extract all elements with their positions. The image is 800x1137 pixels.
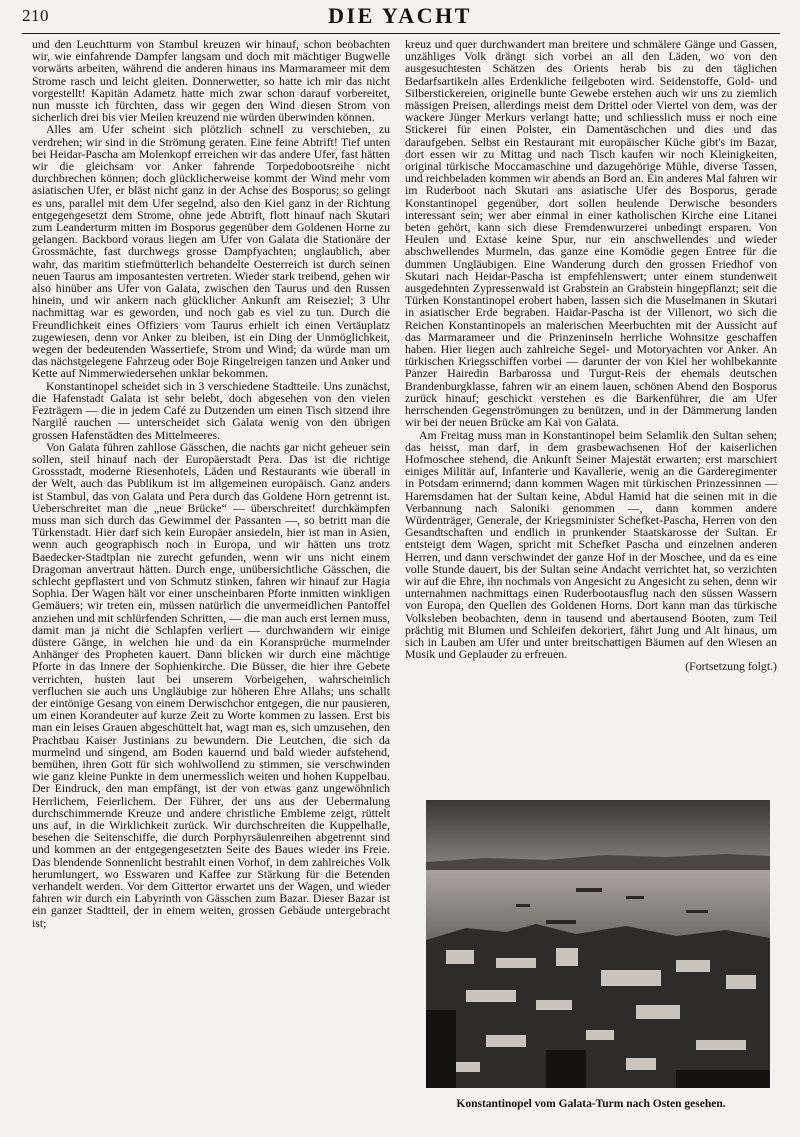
article-right-column bbox=[405, 38, 777, 778]
continuation-note: (Fortsetzung folgt.) bbox=[685, 659, 777, 674]
figure-caption: Konstantinopel vom Galata-Turm nach Osten gesehen. bbox=[456, 1098, 726, 1110]
paragraph: Konstantinopel scheidet sich in 3 verschiedene Stadtteile. Uns zunächst, die Hafenstadt Galata ist sehr belebt, doch abgesehen von den vielen Fezträgern — die in jedem Café zu Dutzenden um einen Tisch sitzend ihre Nargilé rauchen — unterscheidet sich Galata wenig von den übrigen grossen Hafenstädten des Mittelmeeres. bbox=[32, 378, 390, 442]
page-number: 210 bbox=[22, 6, 49, 25]
photograph-constantinople bbox=[426, 800, 770, 1088]
header-rule bbox=[22, 33, 780, 34]
article-left-column bbox=[32, 38, 390, 1128]
paragraph: Alles am Ufer scheint sich plötzlich schnell zu verschieben, zu verdrehen; wir sind in die Strömung geraten. Eine feine Abtrift! Tief unten bei Heidar-Pascha am Molenkopf erreichen wir das andere Ufer, fast hätten wir die gleichsam vor Anker fahrende Torpedobootsreihe nicht durchbrechen können; doch glücklicherweise kommt der Wind mehr vom asiatischen Ufer, er bläst nicht ganz in der Achse des Bosporus; so gelingt es uns, parallel mit dem Ufer segelnd, also den Kiel ganz in der Richtung entgegengesetzt dem Strome, ohne jede Abtrift, flott hinauf nach Skutari zum Leanderturm mitten im Bosporus gegenüber dem Goldenen Horne zu gelangen. Backbord voraus liegen am Ufer von Galata die Stationäre der Grossmächte, fast durchwegs grosse Dampfyachten; unglaublich, aber wahr, das maritim stiefmütterlich behandelte Oesterreich ist durch seinen neuen Taurus am imposantesten vertreten. Wieder stark treibend, gehen wir also hinüber ans Ufer von Galata, zwischen den Taurus und den Russen hinein, und wir ankern nach glücklicher Ankunft am Reiseziel; 3 Uhr nachmittag war es geworden, und noch gab es viel zu tun. Durch die Freundlichkeit eines Offiziers vom Taurus erhielt ich einen Vertäuplatz zugewiesen, denn vor Anker zu bleiben, ist ein Ding der Unmöglichkeit, wegen der bedeutenden Wassertiefe, Strom und Wind; da würde man um das nächstgelegene Fahrzeug oder Boje Ringelreigen tanzen und Anker und Kette auf Nimmerwiedersehen unklar bekommen. bbox=[32, 122, 390, 381]
paragraph: Am Freitag muss man in Konstantinopel beim Selamlik den Sultan sehen; das heisst, man darf, in dem grasbewachsenen Hof der kaiserlichen Hofmoschee stehend, die Ankunft Seiner Majestät erwarten; erst marschiert einiges Militär auf, Infanterie und Kavallerie, wenig an die Garderegimenter in Potsdam erinnernd; dann kommen Wagen mit türkischen Prinzessinnen — Haremsdamen hat der Sultan keine, Abdul Hamid hat die seinen mit in die Verbannung nach Saloniki genommen —, dann kommen andere Würdenträger, Generale, der Kriegsminister Schefket-Pascha, Herren von den Gesandtschaften und endlich in prunkender Staatskarosse der Sultan. Er entsteigt dem Wagen, spricht mit Schefket Pascha und einzelnen anderen Herren, und dann verschwindet der ganze Hof in der Moschee, und da es eine volle Stunde dauert, bis der Sultan seine Andacht verrichtet hat, so verzichten wir auf die Ehre, ihn nochmals von Angesicht zu Angesicht zu sehen, denn wir unternahmen nachmittags einen Ruderbootausflug nach den süssen Wassern von Europa, den Quellen des Goldenen Horns. Dort kann man das türkische Volksleben beobachten, denn in tausend und abertausend Booten, zum Teil prächtig mit Blumen und Schleifen dekoriert, fährt Jung und Alt hinaus, um sich in Lauben am Ufer und unter breitschattigen Bäumen auf den Wiesen an Musik und Geplauder zu erfreuen. bbox=[405, 427, 777, 662]
paragraph: Von Galata führen zahllose Gässchen, die nachts gar nicht geheuer sein sollen, steil hinauf nach der Europäerstadt Pera. Das ist die richtige Grossstadt, moderne Riesenhotels, Läden und Restaurants wie überall in der Welt, auch das Publikum ist im allgemeinen europäisch. Ganz anders ist Stambul, das von Galata und Pera durch das Goldene Horn getrennt ist. Ueberschreitet man die „neue Brücke“ — überschreitet! durchkämpfen muss man sich durch das Gewimmel der Passanten —, so betritt man die Türkenstadt. Hier darf sich kein Europäer ansiedeln, hier ist man in Asien, wenn auch geographisch noch in Europa, und wir hätten uns trotz Baedecker-Stadtplan nie zurecht gefunden, wenn wir uns nicht einem Dragoman anvertraut hätten. Durch enge, unübersichtliche Gässchen, die schlecht gepflastert und von Schmutz stinken, fahren wir hinauf zur Hagia Sophia. Der Wagen hält vor einer unscheinbaren Pforte inmitten winkligen Gemäuers; wir treten ein, müssen natürlich die unvermeidlichen Pantoffel anziehen und mit schlürfenden Schritten, — die man auch erst lernen muss, damit man ja nicht die Schlapfen verliert — durchwandern wir einige düstere Gänge, in welchen hie und da ein Koransprüche murmelnder Anhänger des Propheten kauert. Dann blicken wir durch eine mächtige Pforte in das Innere der Sophienkirche. Die Büsser, die hier ihre Gebete verrichten, husten laut bei unserem Vorbeigehen, wahrscheinlich verfluchen sie auch uns Ungläubige zur höheren Ehre Allahs; uns schallt der eintönige Gesang von einem Derwischchor entgegen, die nur pausieren, um einen Korandeuter auf kurze Zeit zu Worte kommen zu lassen. Erst bis man ein leises Grauen abgeschüttelt hat, wagt man es, sich umzusehen, den Prachtbau Kaiser Justinians zu bewundern. Die Leutchen, die sich da murmelnd und singend, am Boden kauernd und bald wieder aufstehend, bemühen, ihren Gott für sich wohlwollend zu stimmen, sie verschwinden wie ganz kleine Punkte in dem unermesslich weiten und hohen Kuppelbau. Der Eindruck, den man empfängt, ist der von etwas ganz ungewöhnlich Herrlichem, Feierlichem. Der Führer, der uns aus der Uebermalung durchschimmernde Kreuze und andere christliche Embleme zeigt, rüttelt uns auf, in die Wirklichkeit zurück. Wir durchschreiten die Kuppelhalle, besehen die Seitenschiffe, die durch Porphyrsäulenreihen abgetrennt sind und kommen an der entgegengesetzten Seite des Baues wieder ins Freie. Das blendende Sonnenlicht bestrahlt einen Vorhof, in dem zahlreiches Volk herumlungert, wo Esswaren und Kaffee zur Stärkung für die Betenden verhandelt werden. Vor dem Gittertor erwartet uns der Wagen, und wieder fahren wir durch ein Labyrinth von Gässchen zum Bazar. Dieser Bazar ist ein ganzer Stadtteil, der in einem weiten, grossen Gebäude untergebracht ist; bbox=[32, 439, 390, 930]
paragraph: kreuz und quer durchwandert man breitere und schmälere Gänge und Gassen, unzähliges Volk drängt sich vorbei an all den Läden, wo von den ausgesuchtesten Schätzen des Orients herab bis zu den täglichen Bedarfsartikeln alles Erdenkliche feilgeboten wird. Seidenstoffe, Gold- und Silberstickereien, originelle bunte Gewebe erstehen auch wir uns zu ziemlich mässigen Preisen, allerdings meist dem Drittel oder Viertel von dem, was der wackere Jünger Merkurs verlangt hatte; und schliesslich muss er noch eine Stickerei für einen Polster, ein Damentäschchen und dies und das daraufgeben. Selbst ein Restaurant mit europäischer Küche gibt's im Bazar, dort essen wir zu Mittag und nach Tisch kaufen wir noch Kleinigkeiten, original türkische Moccamaschine und dazugehörige Mühle, diverse Tassen, und reichbeladen kommen wir abends an Bord an. Ein anderes Mal fahren wir im Ruderboot nach Skutari ans asiatische Ufer des Bosporus, gerade Konstantinopel gegenüber, dort sollen heulende Derwische besonders interessant sein; wer aber einmal in einer katholischen Kirche eine Litanei beten gehört, kann sich diese Fremdenwurzerei unbedingt ersparen. Von Heulen und Extase keine Spur, nur ein anschwellendes und wieder abschwellendes Murmeln, das ganze eine Komödie gegen Entree für die dummen Ungläubigen. Eine Wanderung durch den grossen Friedhof von Skutari nach Heidar-Pascha ist empfehlenswert; unter einem stundenweit ausgedehnten Zypressenwald ist Grabstein an Grabstein hingepflanzt; seit die Türken Konstantinopel erobert haben, lassen sich die Muselmanen in Skutari in asiatischer Erde begraben. Haidar-Pascha ist der Villenort, wo sich die Reichen Konstantinopels an malerischen Meerbuchten mit der Aussicht auf das Marmarameer und die Prinzeninseln herrliche Wohnsitze geschaffen haben. Hier liegen auch zahlreiche Segel- und Motoryachten vor Anker. An türkischen Kriegsschiffen vorbei — darunter der von Kiel her wohlbekannte Panzer Hairedin Barbarossa und Turgut-Reis der ehemals deutschen Brandenburgklasse, fahren wir an einem lauen, schönen Abend den Bosporus zurück hinauf; geschickt verstehen es die Barkenführer, die am Ufer herrschenden Gegenströmungen zu benützen, und in der Dämmerung landen wir bei der neuen Brücke am Kai von Galata. bbox=[405, 38, 777, 430]
journal-title: DIE YACHT bbox=[328, 3, 472, 28]
paragraph: und den Leuchtturm von Stambul kreuzen wir hinauf, schon beobachten wir, wie einfahrende Dampfer langsam und doch mit mächtiger Bugwelle vorwärts arbeiten, während die anderen hinaus ins Marmarameer mit dem Strome rasch und leicht gleiten. Donnerwetter, so hatte ich mir das nicht vorgestellt! Kapitän Adametz hatte mich zwar schon darauf vorbereitet, nun musste ich fürchten, dass wir gegen den Wind diesen Strom von sicherlich drei bis vier Meilen kreuzend nie würden überwinden können. bbox=[32, 38, 390, 125]
